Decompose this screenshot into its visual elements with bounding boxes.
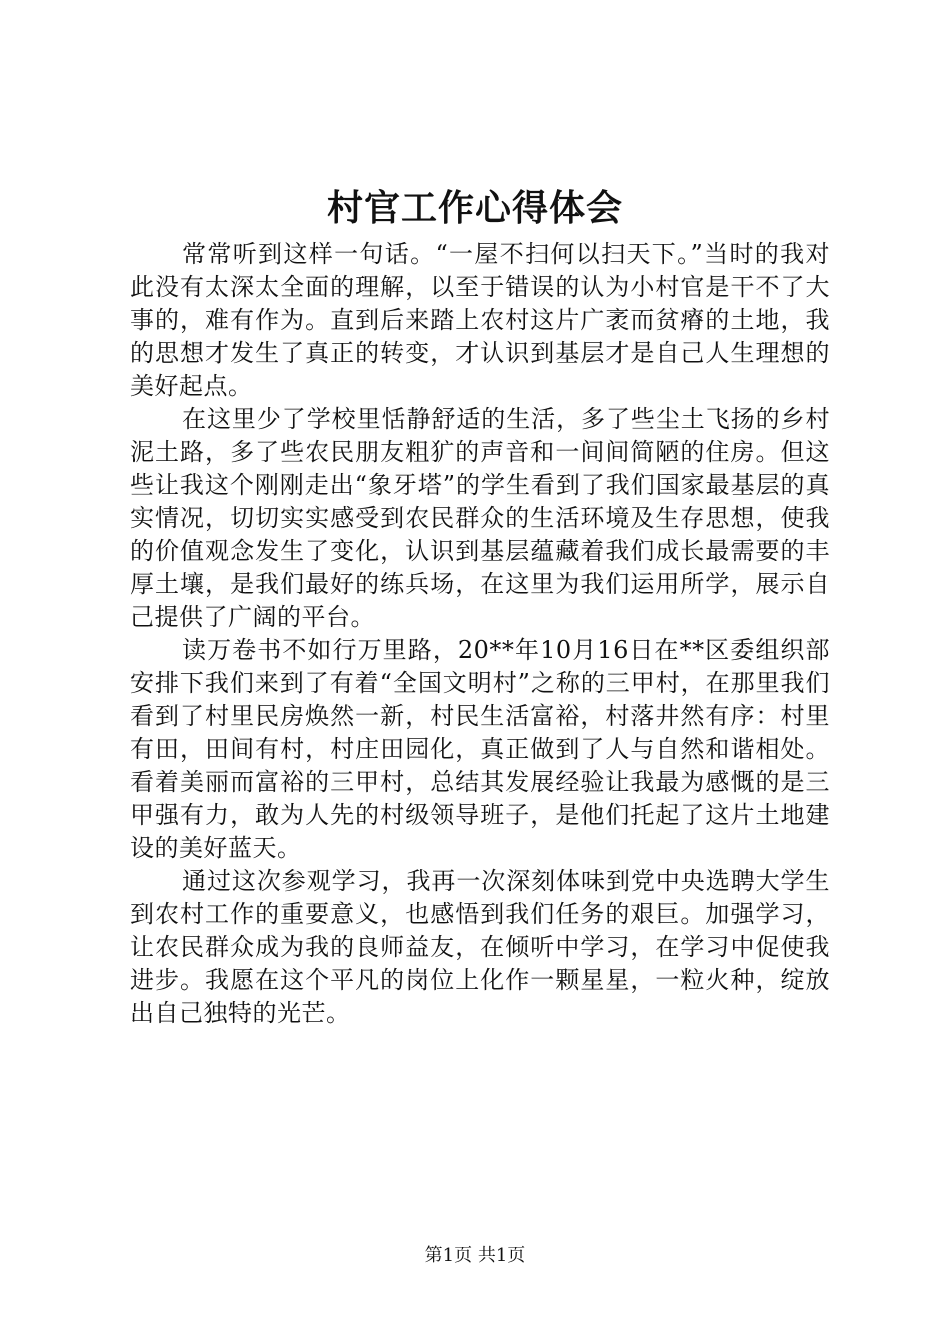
paragraph-1: 常常听到这样一句话。“一屋不扫何以扫天下。”当时的我对此没有太深太全面的理解，以至于错误的认为小村官是干不了大事的，难有作为。直到后来踏上农村这片广袤而贫瘠的土地，我的思想才发生了真正的转变，才认识到基层才是自己人生理想的美好起点。 <box>130 240 830 400</box>
paragraph-4: 通过这次参观学习，我再一次深刻体味到党中央选聘大学生到农村工作的重要意义，也感悟到我们任务的艰巨。加强学习，让农民群众成为我的良师益友，在倾听中学习，在学习中促使我进步。我愿在这个平凡的岗位上化作一颗星星，一粒火种，绽放出自己独特的光芒。 <box>130 867 830 1027</box>
paragraph-2: 在这里少了学校里恬静舒适的生活，多了些尘土飞扬的乡村泥土路，多了些农民朋友粗犷的声音和一间间简陋的住房。但这些让我这个刚刚走出“象牙塔”的学生看到了我们国家最基层的真实情况，切切实实感受到农民群众的生活环境及生存思想，使我的价值观念发生了变化，认识到基层蕴藏着我们成长最需要的丰厚土壤，是我们最好的练兵场，在这里为我们运用所学，展示自己提供了广阔的平台。 <box>130 405 830 631</box>
paragraph-3: 读万卷书不如行万里路，20**年10月16日在**区委组织部安排下我们来到了有着“全国文明村”之称的三甲村，在那里我们看到了村里民房焕然一新，村民生活富裕，村落井然有序：村里有田，田间有村，村庄田园化，真正做到了人与自然和谐相处。看着美丽而富裕的三甲村，总结其发展经验让我最为感慨的是三甲强有力，敢为人先的村级领导班子，是他们托起了这片土地建设的美好蓝天。 <box>130 636 830 862</box>
document-title: 村官工作心得体会 <box>326 187 623 229</box>
document-body <box>130 238 830 1030</box>
page-footer: 第1页 共1页 <box>424 1245 526 1266</box>
